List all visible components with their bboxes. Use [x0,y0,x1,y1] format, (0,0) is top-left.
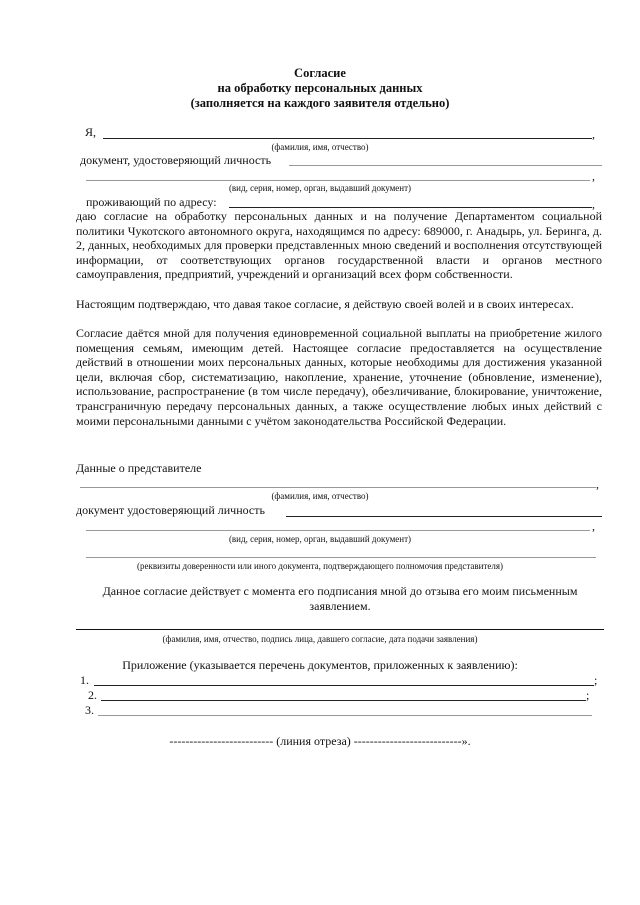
attachments-heading: Приложение (указывается перечень документов, приложенных к заявлению): [122,658,518,672]
confirm-paragraph: Настоящим подтверждаю, что давая такое согласие, я действую своей волей и в своих интересах. [76,297,574,311]
representative-doc-field-2[interactable] [86,530,590,531]
fio-caption: (фамилия, имя, отчество) [271,142,369,152]
attachment-end: ; [594,673,598,687]
comma: , [592,127,595,141]
attachment-field-2[interactable] [101,700,586,701]
comma: , [592,519,595,533]
attachment-number: 3. [85,703,94,717]
signature-field[interactable] [76,629,604,630]
document-note: (заполняется на каждого заявителя отдельно) [190,96,450,110]
doc-label: документ, удостоверяющий личность [80,153,272,167]
attachment-field-3[interactable] [98,715,592,716]
attachment-number: 1. [80,673,89,687]
representative-doc-caption: (вид, серия, номер, орган, выдавший документ) [228,534,412,544]
attachment-field-1[interactable] [94,685,594,686]
comma: , [592,169,595,183]
address-label: проживающий по адресу: [86,195,217,209]
comma: , [596,477,599,491]
cut-line: -------------------------- (линия отреза) ---------------------------». [169,734,471,748]
representative-fio-field[interactable] [80,487,596,488]
comma: , [592,197,595,211]
document-title: Согласие [294,66,346,80]
doc-caption: (вид, серия, номер, орган, выдавший документ) [228,183,412,193]
power-of-attorney-caption: (реквизиты доверенности или иного документа, подтверждающего полномочия представителя) [137,561,503,571]
consent-paragraph: даю согласие на обработку персональных данных и на получение Департаментом социальной политики Чукотского автономного округа, находящимся по адресу: 689000, г. Анадырь, ул. Беринга, д. 2, данных, необходимых для проверки представленных мною сведений и восполнения отсутствующей информации, от соответствующих органов государственной власти и органов местного самоуправления, предприятий, учреждений и организаций всех форм собственности. [76,209,602,282]
attachment-end: ; [586,688,590,702]
representative-heading: Данные о представителе [76,461,202,475]
signature-caption: (фамилия, имя, отчество, подпись лица, давшего согласие, дата подачи заявления) [162,634,478,644]
representative-doc-label: документ удостоверяющий личность [76,503,265,517]
applicant-fio-field[interactable] [103,138,592,139]
validity-statement: Данное согласие действует с момента его подписания мной до отзыва его моим письменным заявлением. [102,584,578,613]
power-of-attorney-field[interactable] [86,557,596,558]
i-label: Я, [85,125,97,139]
purpose-paragraph: Согласие даётся мной для получения единовременной социальной выплаты на приобретение жилого помещения семьям, имеющим детей. Настоящее согласие предоставляется на осуществление действий в отношении моих персональных данных, которые необходимы для достижения указанной цели, включая сбор, систематизацию, накопление, хранение, уточнение (обновление, изменение), использование, распространение (в том числе передачу), обезличивание, блокирование, уничтожение, трансграничную передачу персональных данных, а также осуществление любых иных действий с моими персональными данными с учётом законодательства Российской Федерации. [76,326,602,428]
representative-doc-field[interactable] [286,516,602,517]
applicant-doc-field[interactable] [289,165,602,166]
address-field[interactable] [229,207,592,208]
representative-fio-caption: (фамилия, имя, отчество) [271,491,369,501]
applicant-doc-field-2[interactable] [86,180,590,181]
attachment-number: 2. [88,688,97,702]
document-subtitle: на обработку персональных данных [217,81,423,95]
